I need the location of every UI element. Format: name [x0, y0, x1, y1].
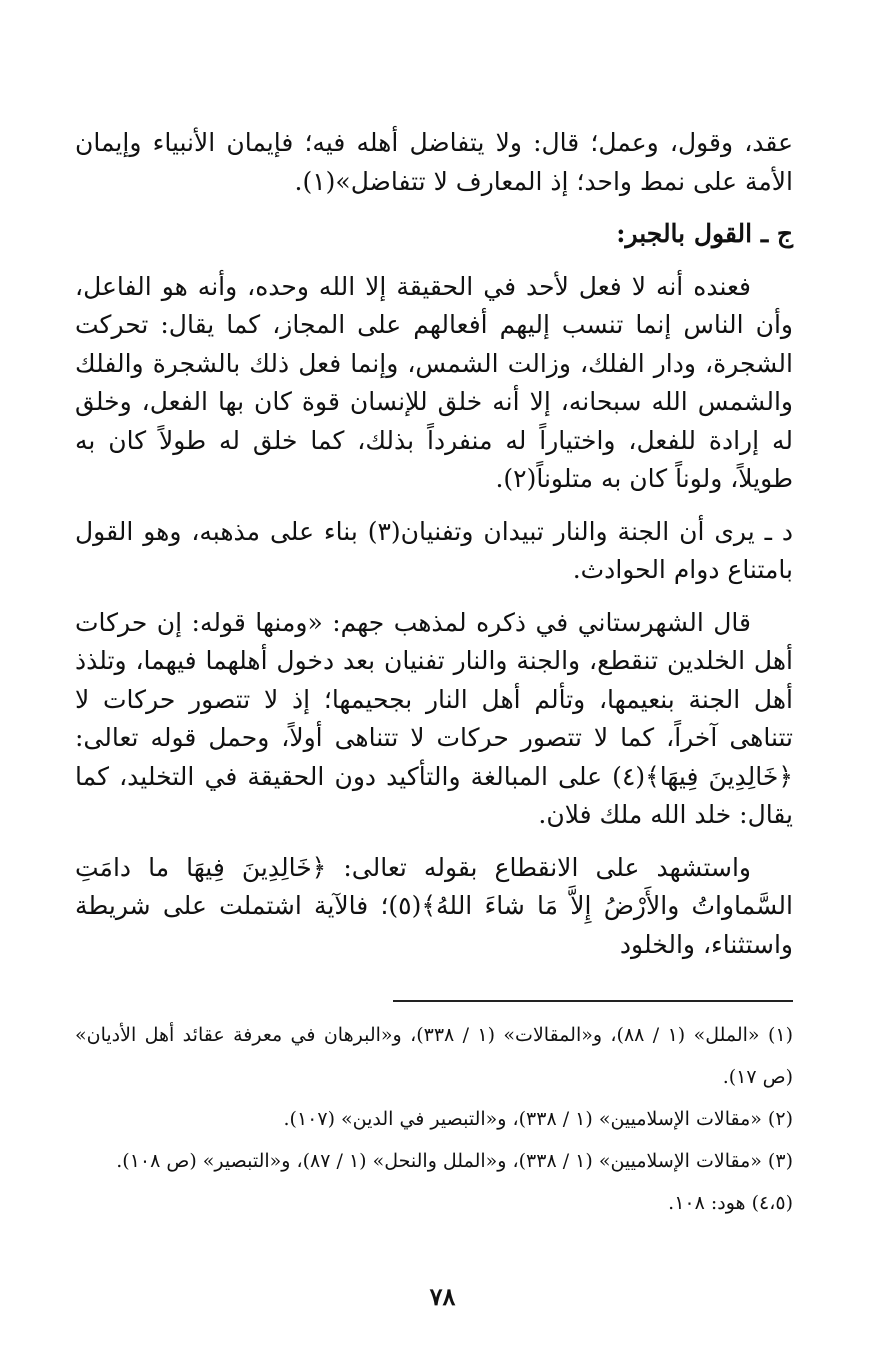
- paragraph-1: عقد، وقول، وعمل؛ قال: ولا يتفاضل أهله فيه؛ فإيمان الأنبياء وإيمان الأمة على نمط واحد؛ إذ المعارف لا تتفاضل»(١).: [75, 128, 793, 196]
- main-text: [75, 124, 793, 978]
- footnote-3: (٣) «مقالات الإسلاميين» (١ / ٣٣٨)، و«الملل والنحل» (١ / ٨٧)، و«التبصير» (ص ١٠٨).: [116, 1150, 793, 1172]
- paragraph-5: واستشهد على الانقطاع بقوله تعالى: ﴿خَالِدِينَ فِيهَا ما دامَتِ السَّماواتُ والأَرْضُ إِلاَّ مَا شاءَ اللهُ﴾(٥)؛ فالآية اشتملت على شريطة واستثناء، والخلود: [75, 852, 793, 959]
- footnotes: [75, 1014, 793, 1224]
- footnote-2: (٢) «مقالات الإسلاميين» (١ / ٣٣٨)، و«التبصير في الدين» (١٠٧).: [283, 1108, 793, 1130]
- paragraph-4: قال الشهرستاني في ذكره لمذهب جهم: «ومنها قوله: إن حركات أهل الخلدين تنقطع، والجنة والنار تفنيان بعد دخول أهلهما فيهما، وتلذذ أهل الجنة بنعيمها، وتألم أهل النار بجحيمها؛ إذ لا تتصور حركات لا تتناهى آخراً، كما لا تتصور حركات لا تتناهى أولاً، وحمل قوله تعالى: ﴿خَالِدِينَ فِيهَا﴾(٤) على المبالغة والتأكيد دون الحقيقة في التخليد، كما يقال: خلد الله ملك فلان.: [75, 607, 793, 829]
- paragraph-2: فعنده أنه لا فعل لأحد في الحقيقة إلا الله وحده، وأنه هو الفاعل، وأن الناس إنما تنسب إليهم أفعالهم على المجاز، كما يقال: تحركت الشجرة، ودار الفلك، وزالت الشمس، وإنما فعل ذلك بالشجرة والفلك والشمس الله سبحانه، إلا أنه خلق للإنسان قوة كان بها الفعل، وخلق له إرادة للفعل، واختياراً له منفرداً بذلك، كما خلق له طولاً كان به طويلاً، ولوناً كان به متلوناً(٢).: [75, 271, 794, 493]
- page-number: ٧٨: [429, 1282, 456, 1311]
- section-heading-jabr: ج ـ القول بالجبر:: [616, 219, 793, 248]
- footnote-4-5: (٤،٥) هود: ١٠٨.: [668, 1192, 793, 1214]
- footnote-divider: [393, 1000, 793, 1002]
- footnote-1: (١) «الملل» (١ / ٨٨)، و«المقالات» (١ / ٣٣٨)، و«البرهان في معرفة عقائد أهل الأديان» (ص ١٧).: [75, 1024, 793, 1088]
- paragraph-3: د ـ يرى أن الجنة والنار تبيدان وتفنيان(٣) بناء على مذهبه، وهو القول بامتناع دوام الحوادث.: [75, 516, 793, 584]
